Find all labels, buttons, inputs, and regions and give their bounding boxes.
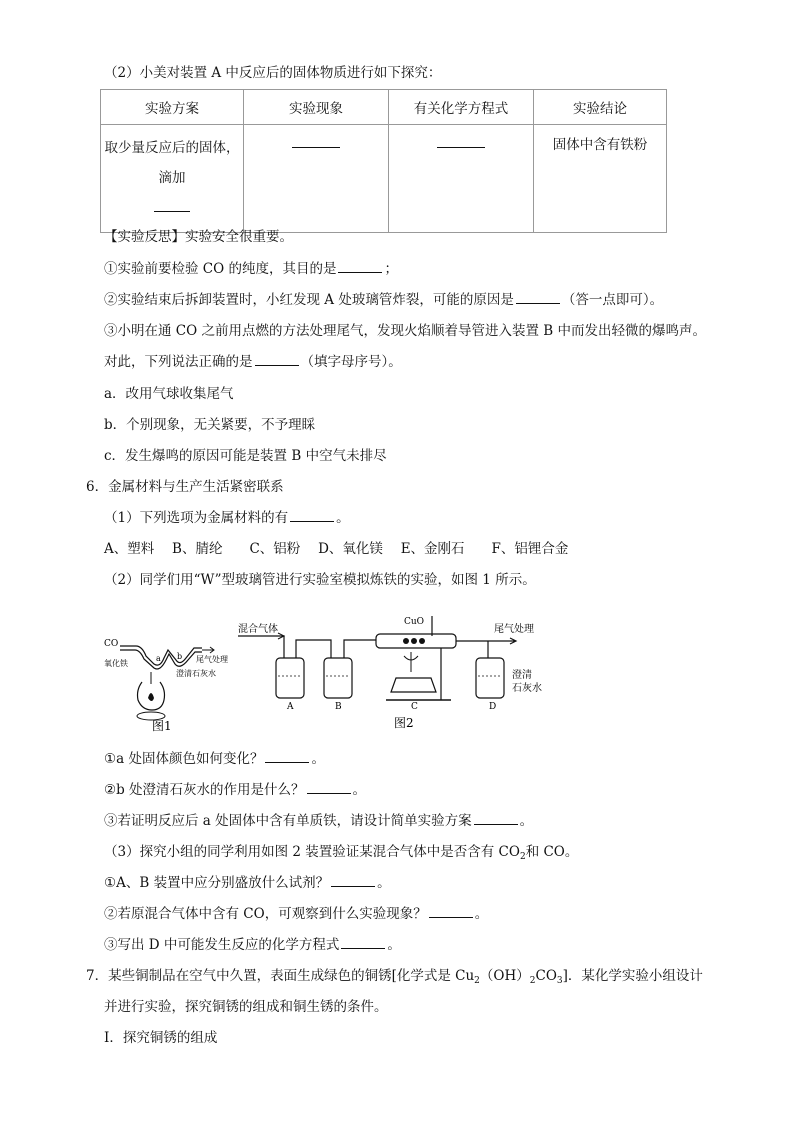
fig2-tail-label: 尾气处理 [494, 624, 534, 635]
table-header: 实验方案 [101, 90, 244, 125]
fig2-limewater1: 澄清 [512, 670, 532, 681]
q6-part3-q3: ③写出 D 中可能发生反应的化学方程式 。 [104, 937, 401, 953]
figure-1-w-tube [102, 632, 242, 732]
answer-blank [341, 936, 385, 949]
fig1-b-label: b [177, 652, 183, 661]
answer-blank [290, 509, 334, 522]
q6-part1: （1）下列选项为金属材料的有 。 [104, 510, 350, 526]
q7-line3: I．探究铜锈的组成 [104, 1030, 218, 1046]
answer-blank [338, 260, 382, 273]
answer-blank [474, 812, 518, 825]
fig2-label-c: C [411, 702, 418, 712]
fig2-caption: 图2 [394, 716, 414, 730]
fig2-label-d: D [489, 702, 497, 712]
answer-blank [265, 750, 309, 763]
experiment-table [100, 89, 667, 233]
figure-2-apparatus [236, 612, 566, 732]
reflection-item1: ①实验前要检验 CO 的纯度，其目的是 ； [104, 261, 398, 277]
answer-blank [255, 353, 299, 366]
fig1-oxide-label: 氧化铁 [104, 659, 128, 668]
reflection-item2: ②实验结束后拆卸装置时，小红发现 A 处玻璃管炸裂，可能的原因是 （答一点即可）。 [104, 292, 664, 308]
table-cell-equation [389, 125, 534, 233]
q6-part3: （3）探究小组的同学利用如图 2 装置验证某混合气体中是否含有 $CO_2$和 CO。 [104, 844, 579, 862]
q6-title: 6．金属材料与生产生活紧密联系 [86, 479, 284, 495]
answer-blank [331, 874, 375, 887]
q7-line2: 并进行实验，探究铜锈的组成和铜生锈的条件。 [104, 999, 388, 1015]
table-header: 有关化学方程式 [389, 90, 534, 125]
reflection-item3-line1: ③小明在通 CO 之前用点燃的方法处理尾气，发现火焰顺着导管进入装置 B 中而发出轻微的爆鸣声。 [104, 323, 706, 339]
fig1-a-label: a [156, 654, 161, 663]
reflection-item3-line2: 对此，下列说法正确的是 （填字母序号）。 [104, 354, 402, 370]
table-header: 实验现象 [244, 90, 389, 125]
fig2-mixed-label: 混合气体 [238, 624, 278, 635]
answer-blank [437, 135, 485, 148]
q7-line1: 7．某些铜制品在空气中久置，表面生成绿色的铜锈[化学式是 $Cu_2(OH)_2CO_3$]．某化学实验小组设计 [86, 968, 703, 986]
q6-fig-question-c: ③若证明反应后 a 处固体中含有单质铁，请设计简单实验方案 。 [104, 813, 534, 829]
fig1-limewater-label: 澄清石灰水 [176, 669, 216, 678]
answer-blank [292, 135, 340, 148]
option-a: a．改用气球收集尾气 [104, 386, 234, 402]
fig2-cuo-label: CuO [404, 617, 425, 627]
fig2-label-a: A [287, 702, 294, 712]
fig1-tail-label: 尾气处理 [196, 655, 228, 664]
reflection-heading: 【实验反思】实验安全很重要。 [104, 229, 293, 245]
answer-blank [154, 199, 190, 212]
q6-fig-question-a: ①a 处固体颜色如何变化？ 。 [104, 751, 325, 767]
fig2-label-b: B [335, 702, 342, 712]
answer-blank [429, 905, 473, 918]
q6-fig-question-b: ②b 处澄清石灰水的作用是什么？ 。 [104, 782, 367, 798]
q5-part2-intro: （2）小美对装置 A 中反应后的固体物质进行如下探究： [104, 65, 442, 81]
q6-part3-q1: ①A、B 装置中应分别盛放什么试剂？ 。 [104, 875, 391, 891]
q6-part2: （2）同学们用“W”型玻璃管进行实验室模拟炼铁的实验，如图 1 所示。 [104, 572, 536, 588]
table-cell-phenomenon [244, 125, 389, 233]
table-header: 实验结论 [534, 90, 667, 125]
answer-blank [307, 781, 351, 794]
fig2-limewater2: 石灰水 [512, 683, 542, 694]
q6-part3-q2: ②若原混合气体中含有 CO，可观察到什么实验现象？ 。 [104, 906, 489, 922]
option-b: b．个别现象，无关紧要，不予理睬 [104, 417, 316, 433]
fig1-co-label: CO [104, 639, 119, 649]
plan-line1: 取少量反应后的固体， [104, 140, 240, 156]
option-c: c．发生爆鸣的原因可能是装置 B 中空气未排尽 [104, 448, 387, 464]
table-cell-plan [101, 125, 244, 233]
q6-options: A、塑料 B、腈纶 C、铝粉 D、氧化镁 E、金刚石 F、铝锂合金 [104, 541, 569, 557]
answer-blank [516, 291, 560, 304]
table-cell-conclusion: 固体中含有铁粉 [534, 125, 667, 233]
plan-line2: 滴加 [158, 170, 186, 186]
fig1-caption: 图1 [152, 719, 172, 732]
